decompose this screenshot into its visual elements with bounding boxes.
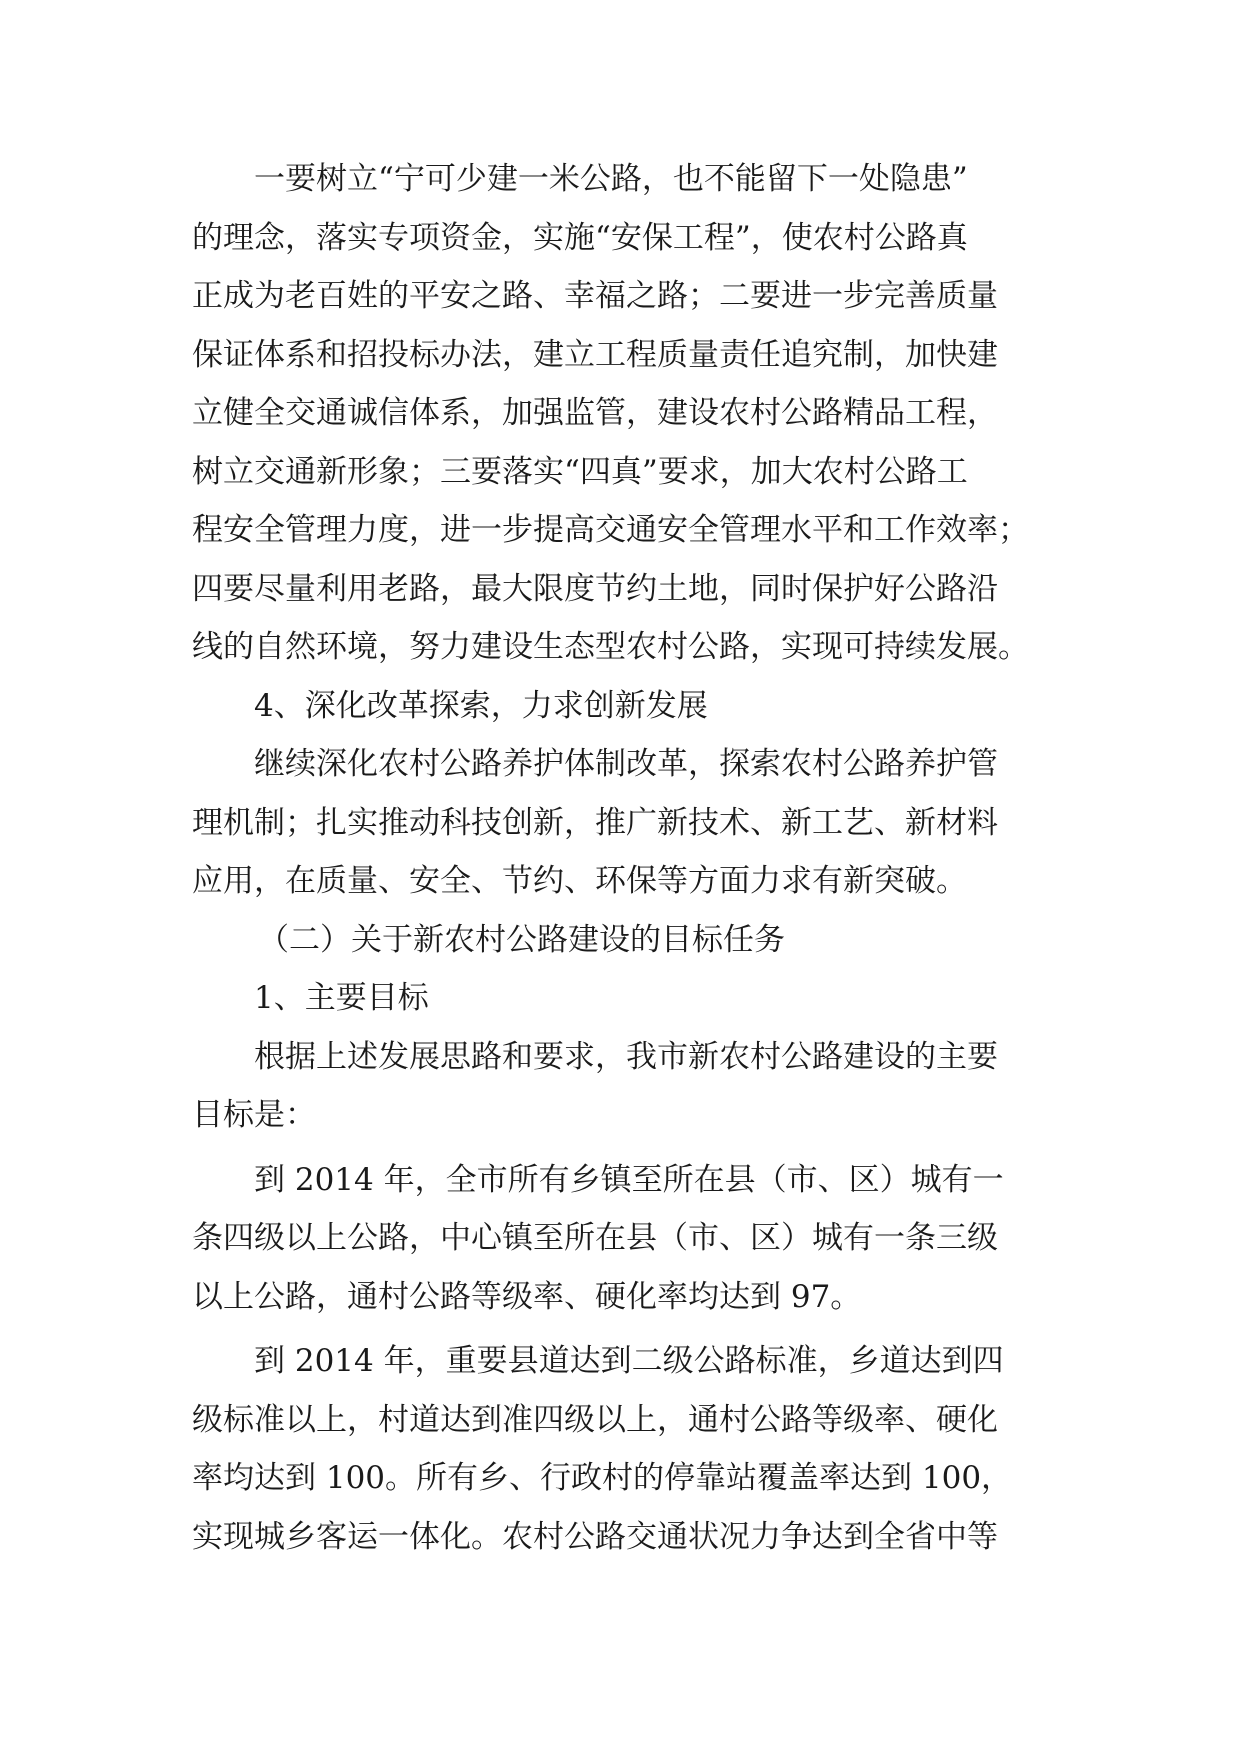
document-page: [192, 150, 1050, 1566]
text-line: 线的自然环境，努力建设生态型农村公路，实现可持续发展。: [192, 629, 1029, 665]
text-line: 继续深化农村公路养护体制改革，探索农村公路养护管: [254, 746, 998, 782]
text-line: 程安全管理力度，进一步提高交通安全管理水平和工作效率；: [192, 512, 1029, 548]
text-line: 立健全交通诚信体系，加强监管，建设农村公路精品工程，: [192, 395, 998, 431]
text-line: 到 2014 年，重要县道达到二级公路标准，乡道达到四: [254, 1343, 1004, 1379]
text-line: 根据上述发展思路和要求，我市新农村公路建设的主要: [254, 1038, 998, 1075]
text-line: 的理念，落实专项资金，实施“安保工程”，使农村公路真: [192, 219, 968, 256]
subsection-heading-main-goals: 1、主要目标: [254, 980, 429, 1016]
section-heading-goals-tasks: （二）关于新农村公路建设的目标任务: [258, 921, 785, 958]
text-line: 正成为老百姓的平安之路、幸福之路；二要进一步完善质量: [192, 278, 998, 314]
paragraph-reform: [192, 735, 1050, 911]
paragraph-safety-quality: [192, 150, 1050, 677]
text-line: 四要尽量利用老路，最大限度节约土地，同时保护好公路沿: [192, 570, 998, 607]
text-line: 理机制；扎实推动科技创新，推广新技术、新工艺、新材料: [192, 804, 998, 841]
text-line: 率均达到 100。所有乡、行政村的停靠站覆盖率达到 100，: [192, 1460, 1013, 1496]
text-line: 实现城乡客运一体化。农村公路交通状况力争达到全省中等: [192, 1518, 998, 1555]
text-line: 树立交通新形象；三要落实“四真”要求，加大农村公路工: [192, 453, 968, 490]
text-line: 一要树立“宁可少建一米公路，也不能留下一处隐患”: [254, 161, 968, 197]
text-line: 应用，在质量、安全、节约、环保等方面力求有新突破。: [192, 863, 967, 899]
text-line: 以上公路，通村公路等级率、硬化率均达到 97。: [192, 1278, 862, 1315]
text-line: 条四级以上公路，中心镇至所在县（市、区）城有一条三级: [192, 1220, 998, 1256]
text-line: 到 2014 年，全市所有乡镇至所在县（市、区）城有一: [254, 1161, 1004, 1198]
text-line: 目标是：: [192, 1097, 316, 1133]
text-line: 级标准以上，村道达到准四级以上，通村公路等级率、硬化: [192, 1401, 998, 1438]
paragraph-goal-2014-roads: [192, 1151, 1050, 1327]
paragraph-goal-2014-standards: [192, 1332, 1050, 1566]
text-line: 保证体系和招投标办法，建立工程质量责任追究制，加快建: [192, 336, 998, 373]
section-heading-reform: 4、深化改革探索，力求创新发展: [254, 687, 708, 724]
paragraph-goals-intro: [192, 1028, 1050, 1145]
